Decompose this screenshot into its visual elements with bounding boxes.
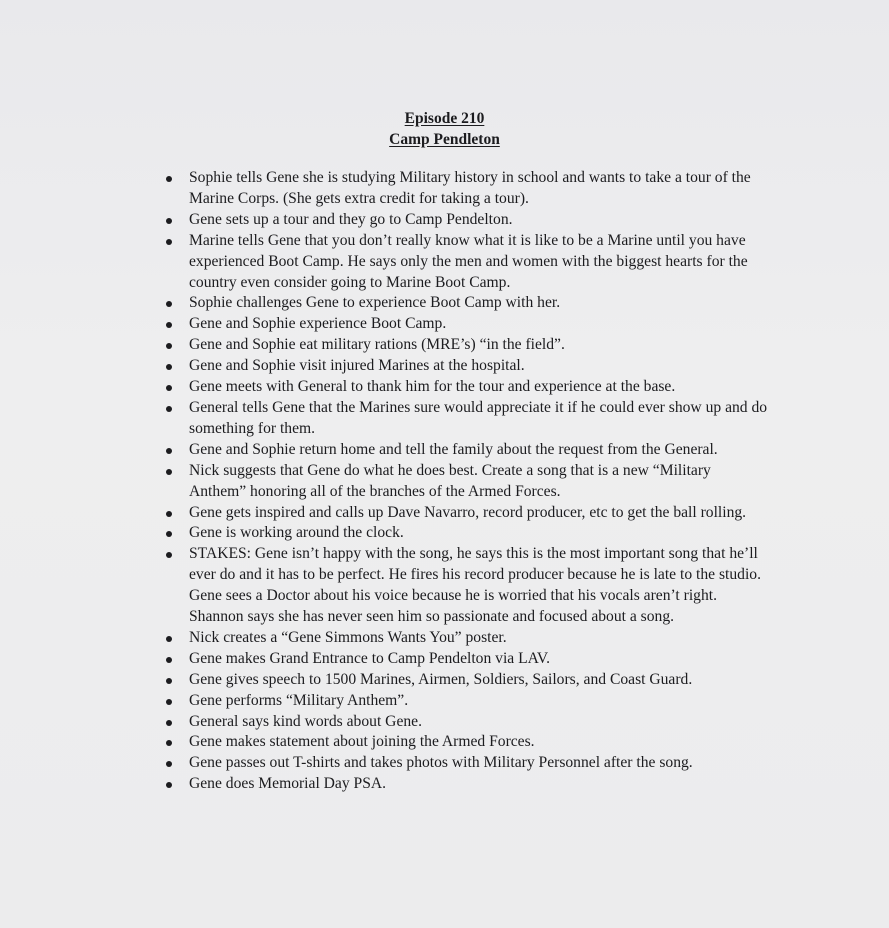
list-item xyxy=(160,231,770,294)
bullet-icon xyxy=(166,343,172,349)
list-item-text: Sophie challenges Gene to experience Boot Camp with her. xyxy=(189,294,561,312)
list-item xyxy=(160,335,770,356)
list-item-text: Nick suggests that Gene do what he does best. Create a song that is a new “Military Anthem” honoring all of the branches of the Armed Forces. xyxy=(189,461,711,500)
bullet-icon xyxy=(166,511,172,517)
list-item xyxy=(160,398,770,440)
list-item-text: Gene and Sophie return home and tell the family about the request from the General. xyxy=(189,440,718,458)
list-item xyxy=(160,732,770,753)
list-item xyxy=(160,314,770,335)
list-item xyxy=(160,774,770,795)
list-item-text: Gene is working around the clock. xyxy=(189,524,404,542)
list-item-text: Gene makes Grand Entrance to Camp Pendelton via LAV. xyxy=(189,649,551,667)
bullet-icon xyxy=(166,364,172,370)
bullet-icon xyxy=(166,761,172,767)
list-item xyxy=(160,544,770,628)
list-item-text: Marine tells Gene that you don’t really know what it is like to be a Marine until you have experienced Boot Camp. He says only the men and women with the biggest hearts for the country even consider going to Marine Boot Camp. xyxy=(189,231,748,291)
bullet-icon xyxy=(166,406,172,412)
list-item xyxy=(160,691,770,712)
list-item-text: STAKES: Gene isn’t happy with the song, he says this is the most important song that he’ll ever do and it has to be perfect. He fires his record producer because he is late to the studio. Gene sees a Doctor about his voice because he is worried that his vocals aren’t right. Shannon says she has never seen him so passionate and focused about a song. xyxy=(189,545,761,626)
list-item xyxy=(160,440,770,461)
bullet-icon xyxy=(166,657,172,663)
list-item-text: Nick creates a “Gene Simmons Wants You” poster. xyxy=(189,628,507,646)
list-item-text: Gene sets up a tour and they go to Camp Pendelton. xyxy=(189,210,513,228)
episode-title: Episode 210 xyxy=(404,110,485,127)
bullet-icon xyxy=(166,636,172,642)
list-item xyxy=(160,712,770,733)
list-item xyxy=(160,210,770,231)
list-item-text: General says kind words about Gene. xyxy=(189,712,422,730)
bullet-icon xyxy=(166,176,172,182)
location-title: Camp Pendleton xyxy=(389,131,500,148)
list-item-text: Gene passes out T-shirts and takes photos with Military Personnel after the song. xyxy=(189,754,693,772)
list-item xyxy=(160,356,770,377)
list-item-text: Gene and Sophie experience Boot Camp. xyxy=(189,315,447,333)
list-item-text: Gene makes statement about joining the Armed Forces. xyxy=(189,733,535,751)
list-item xyxy=(160,670,770,691)
bullet-list xyxy=(160,168,770,795)
bullet-icon xyxy=(166,740,172,746)
list-item xyxy=(160,168,770,210)
list-item-text: Gene meets with General to thank him for the tour and experience at the base. xyxy=(189,378,676,396)
list-item xyxy=(160,503,770,524)
list-item-text: Sophie tells Gene she is studying Military history in school and wants to take a tour of the Marine Corps. (She gets extra credit for taking a tour). xyxy=(189,169,751,207)
bullet-icon xyxy=(166,469,172,475)
list-item-text: Gene gives speech to 1500 Marines, Airmen, Soldiers, Sailors, and Coast Guard. xyxy=(189,670,693,688)
bullet-icon xyxy=(166,699,172,705)
list-item-text: Gene does Memorial Day PSA. xyxy=(189,775,387,793)
bullet-icon xyxy=(166,678,172,684)
list-item-text: Gene and Sophie eat military rations (MRE’s) “in the field”. xyxy=(189,336,565,354)
list-item xyxy=(160,377,770,398)
document-header xyxy=(0,108,889,150)
bullet-icon xyxy=(166,531,172,537)
list-item xyxy=(160,293,770,314)
bullet-icon xyxy=(166,322,172,328)
bullet-icon xyxy=(166,385,172,391)
bullet-icon xyxy=(166,218,172,224)
list-item xyxy=(160,649,770,670)
bullet-icon xyxy=(166,239,172,245)
list-item-text: General tells Gene that the Marines sure would appreciate it if he could ever show up and do something for them. xyxy=(189,398,768,437)
bullet-icon xyxy=(166,720,172,726)
list-item-text: Gene performs “Military Anthem”. xyxy=(189,691,409,709)
list-item xyxy=(160,523,770,544)
bullet-icon xyxy=(166,301,172,307)
list-item xyxy=(160,461,770,503)
list-item-text: Gene gets inspired and calls up Dave Navarro, record producer, etc to get the ball rolling. xyxy=(189,503,747,521)
list-item xyxy=(160,753,770,774)
bullet-icon xyxy=(166,552,172,558)
list-item xyxy=(160,628,770,649)
list-item-text: Gene and Sophie visit injured Marines at the hospital. xyxy=(189,357,525,375)
bullet-icon xyxy=(166,782,172,788)
bullet-icon xyxy=(166,448,172,454)
